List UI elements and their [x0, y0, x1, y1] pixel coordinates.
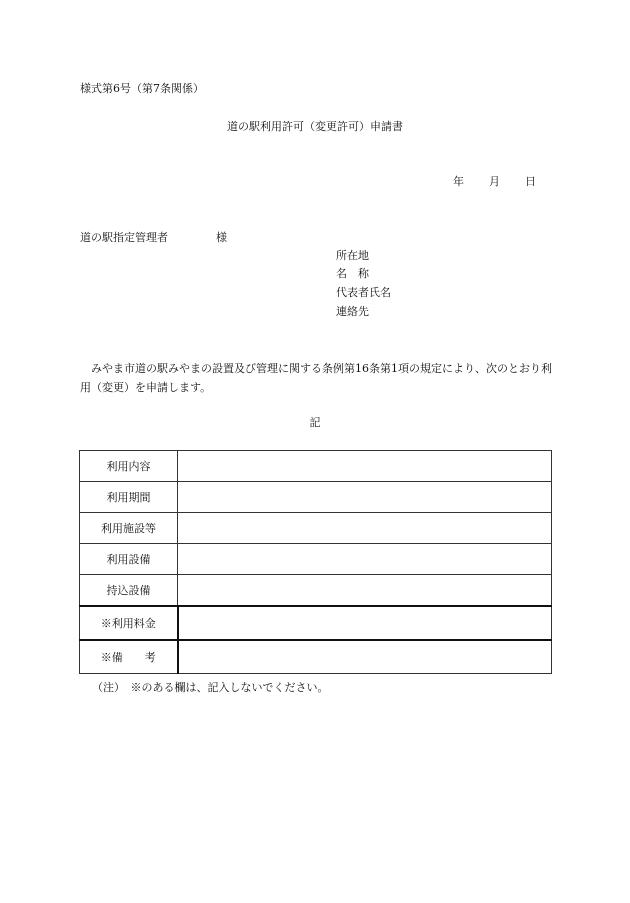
- footnote: （注） ※のある欄は、記入しないでください。: [92, 681, 329, 694]
- row-label: 利用設備: [80, 544, 178, 575]
- addressee-line: [80, 232, 227, 243]
- row-label: 持込設備: [80, 575, 178, 607]
- body-text: みやま市道の駅みやまの設置及び管理に関する条例第16条第1項の規定により、次のとおり利用（変更）を申請します。: [80, 362, 552, 394]
- ki-heading: 記: [309, 416, 321, 429]
- row-label: 利用期間: [80, 482, 178, 513]
- facility-field[interactable]: [178, 513, 552, 544]
- document-title: 道の駅利用許可（変更許可）申請書: [227, 120, 403, 133]
- form-number: 様式第6号（第7条関係）: [80, 82, 204, 95]
- application-table: [79, 450, 552, 674]
- applicant-representative-label: 代表者氏名: [336, 286, 391, 299]
- usage-content-field[interactable]: [178, 451, 552, 482]
- row-label: ※利用料金: [80, 606, 178, 640]
- row-label: 利用施設等: [80, 513, 178, 544]
- date-month: 月: [489, 175, 500, 188]
- date-day: 日: [525, 175, 536, 188]
- addressee-name: 道の駅指定管理者: [80, 231, 168, 244]
- date-year: 年: [453, 175, 464, 188]
- date-line: [453, 176, 536, 187]
- applicant-name-label: 名 称: [336, 267, 369, 280]
- table-row: [80, 451, 552, 482]
- table-row: [80, 513, 552, 544]
- remarks-field: [178, 640, 552, 674]
- applicant-contact-label: 連絡先: [336, 305, 369, 318]
- row-label: ※備 考: [80, 640, 178, 674]
- table-row: [80, 606, 552, 640]
- row-label: 利用内容: [80, 451, 178, 482]
- table-row: [80, 482, 552, 513]
- usage-period-field[interactable]: [178, 482, 552, 513]
- addressee-honorific: 様: [216, 231, 227, 244]
- table-row: [80, 544, 552, 575]
- table-row: [80, 575, 552, 607]
- table-row: [80, 640, 552, 674]
- equipment-field[interactable]: [178, 544, 552, 575]
- usage-fee-field: [178, 606, 552, 640]
- applicant-address-label: 所在地: [336, 249, 369, 262]
- brought-equipment-field[interactable]: [178, 575, 552, 607]
